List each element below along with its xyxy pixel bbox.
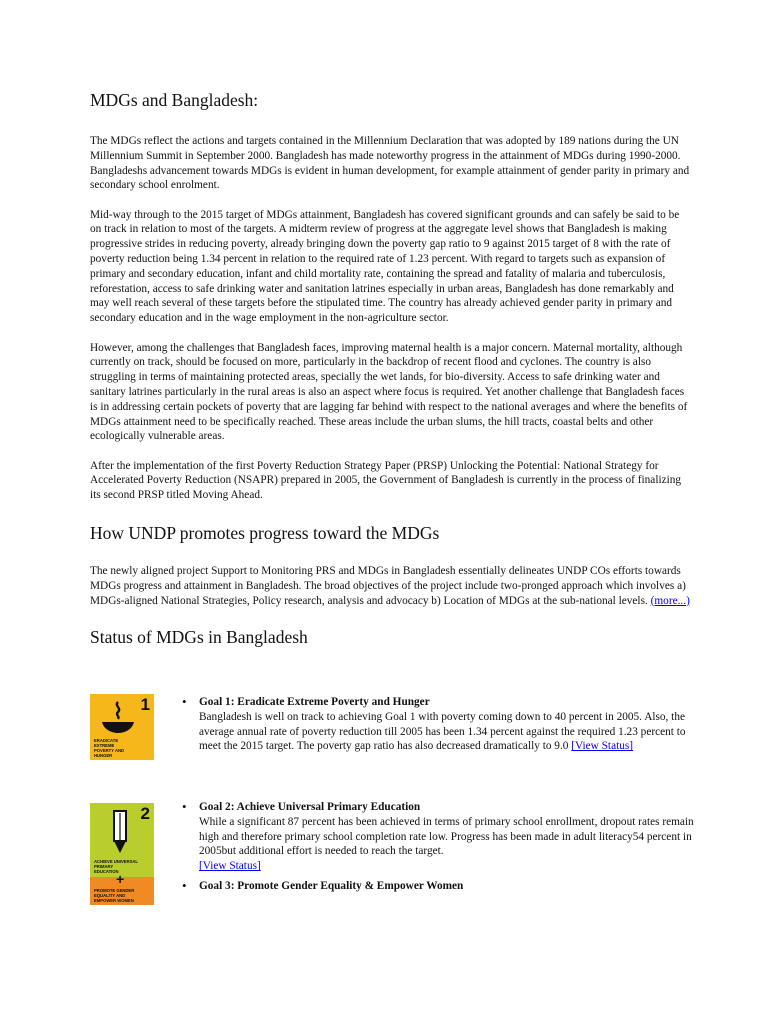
section-heading-status: Status of MDGs in Bangladesh [90,627,308,648]
goal3-icon-strip [90,871,154,905]
goal3-title: • Goal 3: Promote Gender Equality & Empower Women [199,879,464,892]
goal2-icon-label-bottom: PROMOTE GENDER EQUALITY AND EMPOWER WOMEN [94,888,135,903]
paragraph-intro: The MDGs reflect the actions and targets contained in the Millennium Declaration that was adopted by 189 nations during the UN Millennium Summit in September 2000. Bangladesh has made noteworthy progress in the attainment of MDGs during 1990-2000. Bangladeshs advancement towards MDGs is evident in human development, for example attainment of gender parity in primary and secondary school enrolment. [90,135,690,192]
goal1-view-status-link[interactable]: [View Status] [571,740,634,753]
goal1-list [182,695,702,757]
section-heading-mdgs-bangladesh: MDGs and Bangladesh: [90,90,259,110]
goal2-view-status-link[interactable]: [View Status] [199,860,261,873]
goal2-icon-number: 2 [140,804,150,823]
paragraph-undp [90,564,690,608]
goal2-block [90,801,694,905]
document-content [90,89,694,903]
goal2-text: While a significant 87 percent has been achieved in terms of primary school enrollment, dropout rates remain high and therefore primary school completion rate low. Progress has been made in adult literacy54 percent in 2005but additional effort is needed to reach the target. [199,815,694,858]
bowl-icon [98,700,138,734]
goal2-icon [90,803,154,905]
goal1-block [90,694,690,760]
goal1-icon [90,694,154,760]
section-heading-undp: How UNDP promotes progress toward the MDGs [90,523,440,544]
goal1-icon-number: 1 [140,695,150,714]
more-link[interactable]: (more...) [650,594,690,607]
paragraph-midway: Mid-way through to the 2015 target of MDGs attainment, Bangladesh has covered significant grounds and can safely be said to be on track in relation to most of the targets. A midterm review of progress at the aggregate level shows that Bangladesh is making progressive strides in reducing poverty, already bringing down the poverty gap ratio to 9 against 2015 target of 8 with the rate of poverty reduction being 1.34 percent in relation to the required rate of 1.23 percent. With regard to targets such as expansion of primary and secondary education, infant and child mortality rate, containing the spread and fatality of malaria and tuberculosis, reforestation, access to safe drinking water and sanitation latrines especially in urban areas, Bangladesh has done remarkably and may well reach several of these targets before the stipulated time. The country has already achieved gender parity in primary and secondary education and in the wage employment in the non-agriculture sector. [90,208,680,325]
undp-text: The newly aligned project Support to Monitoring PRS and MDGs in Bangladesh essentially delineates UNDP COs efforts towards MDGs progress and attainment in Bangladesh. The broad objectives of the project include two-pronged approach which involves a) MDGs-aligned National Strategies, Policy research, analysis and advocacy b) Location of MDGs at the sub-national levels. [90,565,686,607]
goal1-title: • Goal 1: Eradicate Extreme Poverty and Hunger [199,696,430,708]
goal2-list [182,800,702,897]
goal2-title: • Goal 2: Achieve Universal Primary Education [199,801,421,813]
goal3-item [182,879,702,894]
goal2-icon-label: ACHIEVE UNIVERSAL PRIMARY EDUCATION [94,859,138,874]
goal1-icon-label: ERADICATE EXTREME POVERTY AND HUNGER [94,738,125,758]
goal1-text: Bangladesh is well on track to achieving Goal 1 with poverty coming down to 40 percent in 2005. Also, the average annual rate of poverty reduction till 2005 has been 1.34 percent against the required 1.23 percent to meet the 2015 target. The poverty gap ratio has also decreased dramatically to 9.0 [199,710,686,753]
goal2-item [182,800,702,874]
paragraph-prsp: After the implementation of the first Poverty Reduction Strategy Paper (PRSP) Unlocking the Potential: National Strategy for Accelerated Poverty Reduction (NSAPR) prepared in 2005, the Government of Bangladesh is currently in the process of finalizing its second PRSP titled Moving Ahead. [90,459,682,502]
pencil-icon [108,809,132,855]
plus-icon: + [116,871,125,887]
paragraph-challenges: However, among the challenges that Bangladesh faces, improving maternal health is a major concern. Maternal mortality, although currently on track, should be focused on more, particularly in the backdrop of recent flood and cyclones. The country is also struggling in terms of maintaining protected areas, specially the wet lands, for bio-diversity. Access to safe drinking water and sanitary latrines particularly in the rural areas is also an aspect where focus is required. Yet another challenge that Bangladesh faces is in addressing certain pockets of poverty that are lagging far behind with respect to the national averages and where the benefits of MDGs attainment need to be specifically reached. These areas include the urban slums, the hill tracts, coastal belts and other ecologically vulnerable areas. [90,341,688,443]
goal1-item [182,695,702,754]
